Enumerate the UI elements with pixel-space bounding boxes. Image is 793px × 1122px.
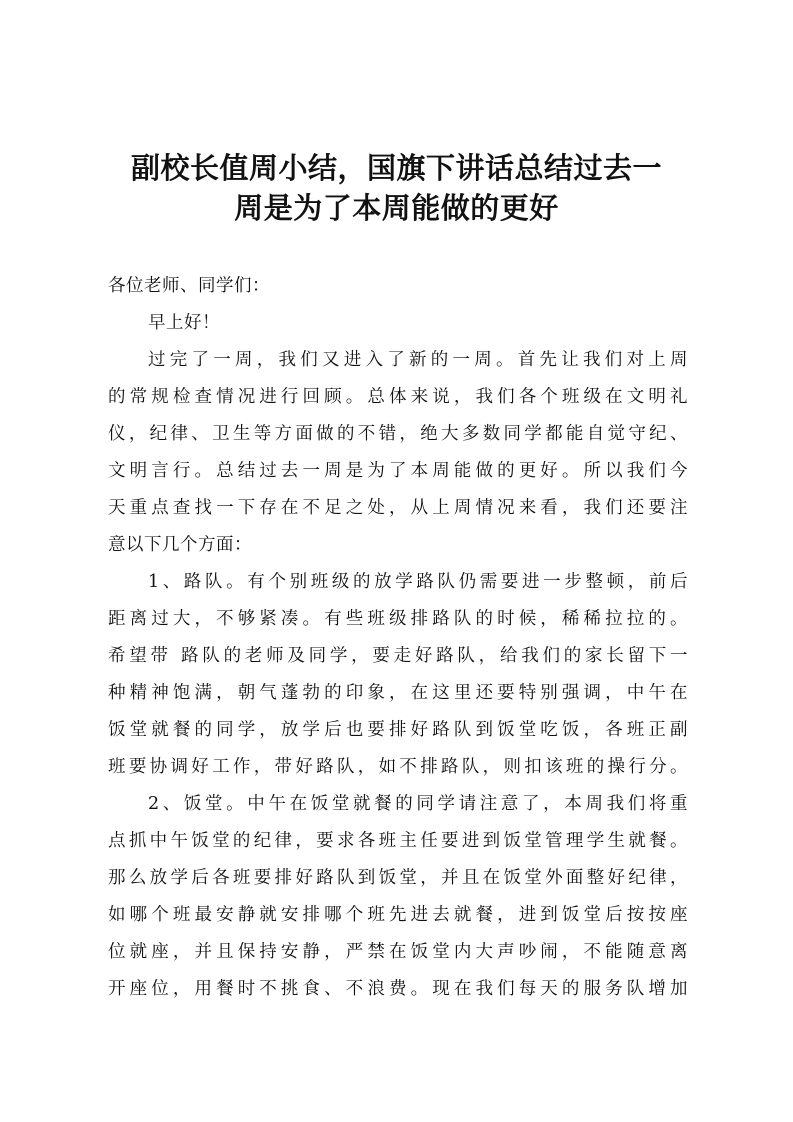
document-title [100,148,693,228]
title-line: 副校长值周小结，国旗下讲话总结过去一 [130,151,662,185]
paragraph-line: 开座位，用餐时不挑食、不浪费。现在我们每天的服务队增加 [108,979,688,999]
paragraph-line: 种精神饱满，朝气蓬勃的印象，在这里还要特别强调，中午在 [108,683,688,703]
paragraph-line: 过完了一周，我们又进入了新的一周。首先让我们对上周 [148,350,688,370]
title-line: 周是为了本周能做的更好 [234,191,559,225]
paragraph-line: 距离过大，不够紧凑。有些班级排路队的时候，稀稀拉拉的。 [108,609,688,629]
paragraph-line: 饭堂就餐的同学，放学后也要排好路队到饭堂吃饭，各班正副 [108,720,688,740]
paragraph-line: 的常规检查情况进行回顾。总体来说，我们各个班级在文明礼 [108,387,688,407]
paragraph-line: 意以下几个方面： [108,535,252,555]
paragraph-line: 如哪个班最安静就安排哪个班先进去就餐，进到饭堂后按按座 [108,905,688,925]
paragraph-line: 那么放学后各班要排好路队到饭堂，并且在饭堂外面整好纪律， [108,868,688,888]
salutation: 各位老师、同学们： [108,276,270,296]
paragraph-line: 2、饭堂。中午在饭堂就餐的同学请注意了，本周我们将重 [148,794,688,814]
paragraph-line: 文明言行。总结过去一周是为了本周能做的更好。所以我们今 [108,461,688,481]
paragraph-line: 天重点查找一下存在不足之处，从上周情况来看，我们还要注 [108,498,688,518]
document-body [108,268,688,1008]
paragraph-line: 点抓中午饭堂的纪律，要求各班主任要进到饭堂管理学生就餐。 [108,831,688,851]
paragraph-line: 位就座，并且保持安静，严禁在饭堂内大声吵闹，不能随意离 [108,942,688,962]
greeting: 早上好！ [148,313,220,333]
paragraph-line: 希望带 路队的老师及同学，要走好路队，给我们的家长留下一 [108,646,688,666]
paragraph-line: 仪，纪律、卫生等方面做的不错，绝大多数同学都能自觉守纪、 [108,424,688,444]
paragraph-line: 1、路队。有个别班级的放学路队仍需要进一步整顿，前后 [148,572,688,592]
paragraph-line: 班要协调好工作，带好路队，如不排路队，则扣该班的操行分。 [108,757,688,777]
